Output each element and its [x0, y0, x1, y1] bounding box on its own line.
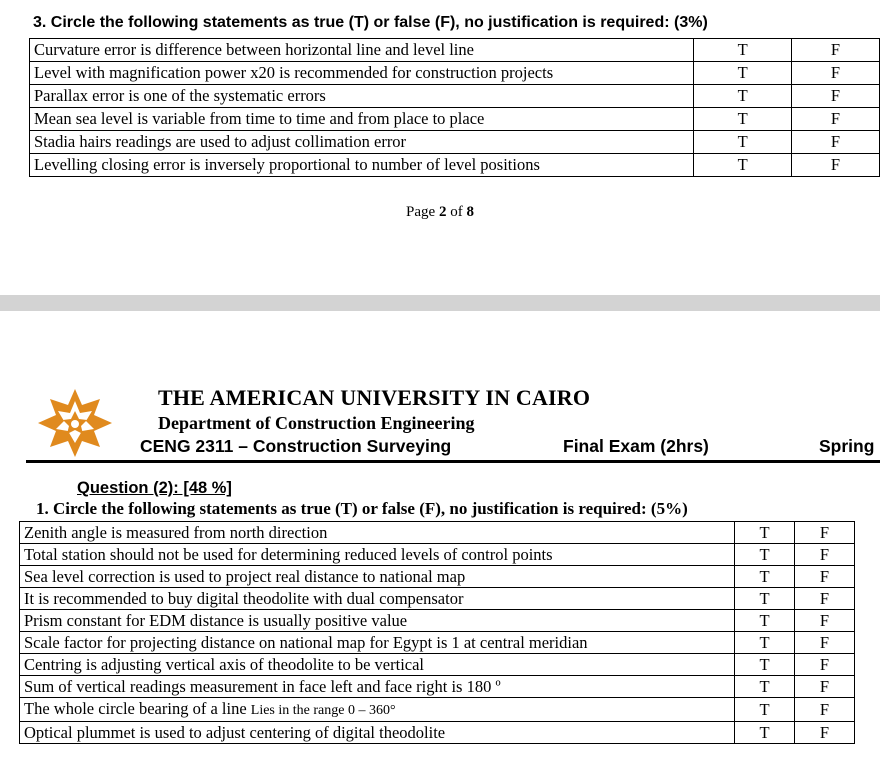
exam-page-2 — [0, 0, 880, 295]
statement-main: Total station should not be used for determining reduced levels of control points — [24, 545, 553, 564]
statement-row — [30, 62, 880, 85]
statement-main: Sum of vertical readings measurement in face left and face right is 180 º — [24, 677, 501, 696]
false-option[interactable]: F — [795, 676, 855, 698]
statement-text — [20, 698, 735, 722]
exam-title: Final Exam (2hrs) — [563, 436, 709, 456]
true-option[interactable]: T — [735, 654, 795, 676]
true-option[interactable]: T — [735, 722, 795, 744]
statement-text — [20, 522, 735, 544]
false-option[interactable]: F — [795, 566, 855, 588]
true-option[interactable]: T — [735, 698, 795, 722]
true-option[interactable]: T — [735, 566, 795, 588]
statement-row — [30, 85, 880, 108]
statement-main: Stadia hairs readings are used to adjust collimation error — [34, 132, 407, 151]
course-title: CENG 2311 – Construction Surveying — [140, 436, 452, 456]
statement-row — [20, 588, 855, 610]
true-option[interactable]: T — [694, 108, 792, 131]
statement-small: Lies in the range 0 – 360° — [250, 703, 396, 718]
statement-main: Centring is adjusting vertical axis of theodolite to be vertical — [24, 655, 425, 674]
true-option[interactable]: T — [735, 676, 795, 698]
true-option[interactable]: T — [694, 85, 792, 108]
page-current: 2 — [438, 204, 447, 220]
question-3-heading: 3. Circle the following statements as true (T) or false (F), no justification is required: (3%) — [33, 14, 708, 31]
statement-row — [20, 632, 855, 654]
statement-main: Parallax error is one of the systematic errors — [34, 86, 326, 105]
page-prefix: Page — [406, 204, 439, 220]
statement-text — [20, 544, 735, 566]
statement-row — [20, 566, 855, 588]
true-false-table-q3 — [29, 38, 880, 177]
true-option[interactable]: T — [735, 610, 795, 632]
false-option[interactable]: F — [792, 154, 880, 177]
false-option[interactable]: F — [795, 632, 855, 654]
true-option[interactable]: T — [735, 632, 795, 654]
statement-row — [30, 39, 880, 62]
statement-row — [20, 544, 855, 566]
false-option[interactable]: F — [792, 85, 880, 108]
false-option[interactable]: F — [795, 610, 855, 632]
false-option[interactable]: F — [792, 39, 880, 62]
statement-main: The whole circle bearing of a line — [24, 699, 251, 718]
false-option[interactable]: F — [792, 62, 880, 85]
statement-text — [20, 676, 735, 698]
statement-text — [20, 610, 735, 632]
statement-main: Sea level correction is used to project real distance to national map — [24, 567, 466, 586]
statement-main: Levelling closing error is inversely proportional to number of level positions — [34, 155, 540, 174]
statement-text — [20, 632, 735, 654]
statement-row — [20, 676, 855, 698]
false-option[interactable]: F — [795, 588, 855, 610]
statement-main: It is recommended to buy digital theodolite with dual compensator — [24, 589, 464, 608]
department-name: Department of Construction Engineering — [158, 413, 475, 433]
statement-main: Prism constant for EDM distance is usually positive value — [24, 611, 408, 630]
statement-main: Mean sea level is variable from time to time and from place to place — [34, 109, 485, 128]
true-option[interactable]: T — [694, 154, 792, 177]
statement-text — [30, 131, 694, 154]
false-option[interactable]: F — [795, 544, 855, 566]
statement-main: Optical plummet is used to adjust centering of digital theodolite — [24, 723, 446, 742]
statement-main: Level with magnification power x20 is recommended for construction projects — [34, 63, 554, 82]
statement-text — [20, 588, 735, 610]
statement-text — [20, 654, 735, 676]
statement-main: Scale factor for projecting distance on national map for Egypt is 1 at central meridian — [24, 633, 588, 652]
true-option[interactable]: T — [735, 522, 795, 544]
false-option[interactable]: F — [795, 698, 855, 722]
statement-text — [30, 154, 694, 177]
statement-row — [20, 722, 855, 744]
statement-row — [30, 131, 880, 154]
statement-row — [30, 154, 880, 177]
page-of: of — [446, 204, 467, 220]
page-separator — [0, 295, 880, 311]
statement-row — [20, 698, 855, 722]
false-option[interactable]: F — [795, 722, 855, 744]
statement-text — [30, 85, 694, 108]
true-option[interactable]: T — [735, 588, 795, 610]
false-option[interactable]: F — [795, 522, 855, 544]
false-option[interactable]: F — [795, 654, 855, 676]
exam-term: Spring — [819, 436, 875, 456]
true-option[interactable]: T — [735, 544, 795, 566]
statement-text — [30, 62, 694, 85]
true-option[interactable]: T — [694, 62, 792, 85]
true-false-table-q2 — [19, 521, 855, 744]
statement-text — [20, 566, 735, 588]
page-number — [0, 204, 880, 221]
statement-text — [30, 108, 694, 131]
statement-main: Zenith angle is measured from north direction — [24, 523, 328, 542]
header-rule — [26, 460, 880, 463]
statement-row — [30, 108, 880, 131]
university-name: THE AMERICAN UNIVERSITY IN CAIRO — [158, 385, 591, 410]
question-2-1-heading: 1. Circle the following statements as true (T) or false (F), no justification is required: (5%) — [36, 499, 688, 518]
auc-star-logo — [30, 387, 120, 459]
statement-row — [20, 610, 855, 632]
statement-text — [20, 722, 735, 744]
statement-row — [20, 522, 855, 544]
question-2-title: Question (2): [48 %] — [77, 479, 232, 497]
page-total: 8 — [466, 204, 474, 220]
statement-row — [20, 654, 855, 676]
false-option[interactable]: F — [792, 131, 880, 154]
statement-main: Curvature error is difference between horizontal line and level line — [34, 40, 474, 59]
true-option[interactable]: T — [694, 39, 792, 62]
statement-text — [30, 39, 694, 62]
false-option[interactable]: F — [792, 108, 880, 131]
true-option[interactable]: T — [694, 131, 792, 154]
